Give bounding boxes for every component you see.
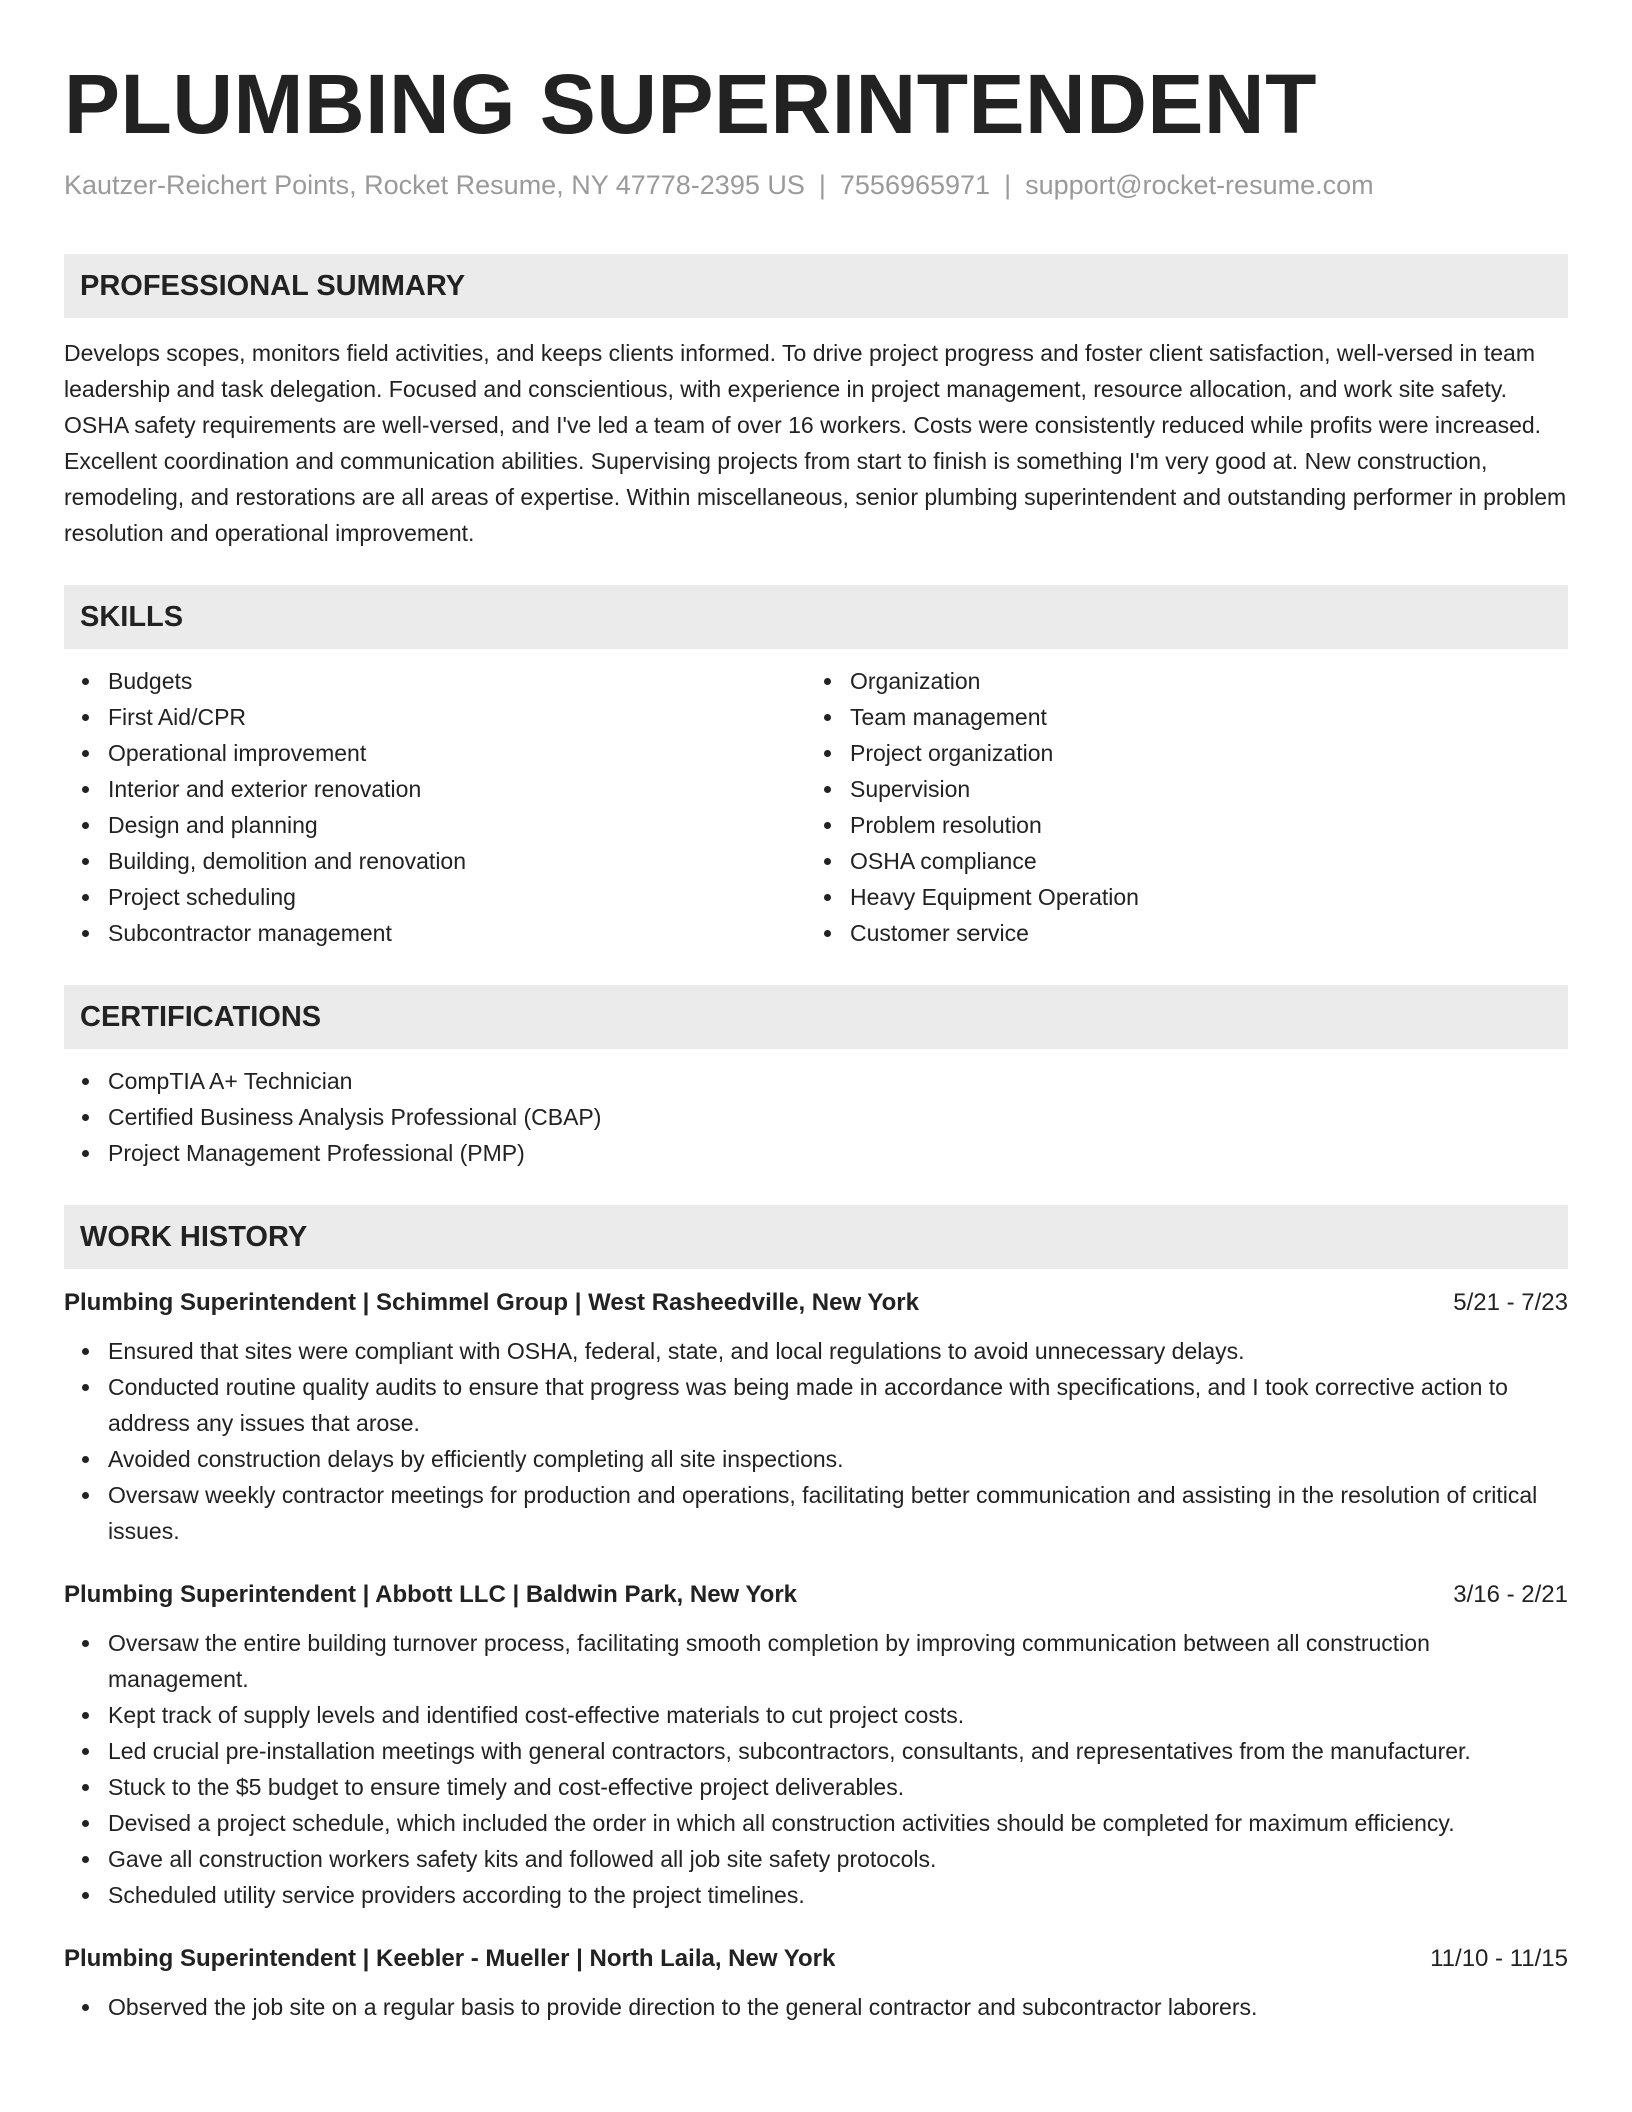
skill-item: Heavy Equipment Operation [806, 879, 1548, 915]
certification-item: Certified Business Analysis Professional (CBAP) [64, 1099, 1568, 1135]
contact-phone: 7556965971 [839, 170, 991, 200]
certification-item: Project Management Professional (PMP) [64, 1135, 1568, 1171]
skill-item: Project scheduling [64, 879, 806, 915]
contact-line [64, 168, 1568, 202]
job-title: Plumbing Superintendent | Abbott LLC | Baldwin Park, New York [64, 1581, 798, 1608]
summary-text: Develops scopes, monitors field activities, and keeps clients informed. To drive project progress and foster client satisfaction, well-versed in team leadership and task delegation. Focused and conscientious, with experience in project management, resource allocation, and work site safety. OSHA safety requirements are well-versed, and I've led a team of over 16 workers. Costs were consistently reduced while profits were increased. Excellent coordination and communication abilities. Supervising projects from start to finish is something I'm very good at. New construction, remodeling, and restorations are all areas of expertise. Within miscellaneous, senior plumbing superintendent and outstanding performer in problem resolution and operational improvement. [64, 340, 1567, 546]
skill-item: Problem resolution [806, 807, 1548, 843]
skill-item: Project organization [806, 735, 1548, 771]
job-header [64, 1579, 1568, 1611]
job-bullet: Observed the job site on a regular basis to provide direction to the general contractor and subcontractor laborers. [64, 1989, 1568, 2025]
skill-item: OSHA compliance [806, 843, 1548, 879]
job-dates: 5/21 - 7/23 [1453, 1289, 1568, 1316]
skill-item: Interior and exterior renovation [64, 771, 806, 807]
job-bullet: Oversaw weekly contractor meetings for production and operations, facilitating better communication and assisting in the resolution of critical issues. [64, 1477, 1568, 1549]
job-bullet: Kept track of supply levels and identified cost-effective materials to cut project costs. [64, 1697, 1568, 1733]
certifications-heading: CERTIFICATIONS [80, 1000, 322, 1033]
contact-separator: | [818, 170, 826, 200]
skill-item: Customer service [806, 915, 1548, 951]
job-bullet: Led crucial pre-installation meetings with general contractors, subcontractors, consultants, and representatives from the manufacturer. [64, 1733, 1568, 1769]
skill-item: First Aid/CPR [64, 699, 806, 735]
skill-item: Supervision [806, 771, 1548, 807]
job-entry [64, 1943, 1568, 2025]
job-title: Plumbing Superintendent | Keebler - Mueller | North Laila, New York [64, 1945, 836, 1972]
job-bullet: Scheduled utility service providers according to the project timelines. [64, 1877, 1568, 1913]
certification-item: CompTIA A+ Technician [64, 1063, 1568, 1099]
skill-item: Team management [806, 699, 1548, 735]
skill-item: Organization [806, 663, 1548, 699]
certifications-list [64, 1063, 1568, 1171]
skill-item: Budgets [64, 663, 806, 699]
resume-page [64, 58, 1568, 2025]
skill-item: Building, demolition and renovation [64, 843, 806, 879]
skills-grid [64, 663, 1568, 951]
contact-address: Kautzer-Reichert Points, Rocket Resume, NY 47778-2395 US [64, 170, 805, 200]
contact-separator: | [1004, 170, 1012, 200]
work-history-heading: WORK HISTORY [80, 1220, 308, 1253]
contact-email[interactable]: support@rocket-resume.com [1025, 170, 1374, 200]
skills-list-right [806, 663, 1548, 951]
skill-item: Operational improvement [64, 735, 806, 771]
summary-section-header [64, 254, 1568, 318]
job-bullets [64, 1989, 1568, 2025]
skills-list-left [64, 663, 806, 951]
job-entry [64, 1579, 1568, 1913]
skills-heading: SKILLS [80, 600, 184, 633]
job-dates: 11/10 - 11/15 [1430, 1945, 1568, 1972]
work-history-section-header [64, 1205, 1568, 1269]
job-bullets [64, 1625, 1568, 1913]
job-bullet: Gave all construction workers safety kits and followed all job site safety protocols. [64, 1841, 1568, 1877]
job-header [64, 1943, 1568, 1975]
job-bullets [64, 1333, 1568, 1549]
skill-item: Design and planning [64, 807, 806, 843]
job-bullet: Conducted routine quality audits to ensure that progress was being made in accordance with specifications, and I took corrective action to address any issues that arose. [64, 1369, 1568, 1441]
job-header [64, 1287, 1568, 1319]
summary-heading: PROFESSIONAL SUMMARY [80, 269, 466, 302]
job-bullet: Ensured that sites were compliant with OSHA, federal, state, and local regulations to avoid unnecessary delays. [64, 1333, 1568, 1369]
job-bullet: Avoided construction delays by efficiently completing all site inspections. [64, 1441, 1568, 1477]
skill-item: Subcontractor management [64, 915, 806, 951]
job-bullet: Devised a project schedule, which included the order in which all construction activities should be completed for maximum efficiency. [64, 1805, 1568, 1841]
job-bullet: Stuck to the $5 budget to ensure timely and cost-effective project deliverables. [64, 1769, 1568, 1805]
job-bullet: Oversaw the entire building turnover process, facilitating smooth completion by improving communication between all construction management. [64, 1625, 1568, 1697]
job-entry [64, 1287, 1568, 1549]
resume-name-heading: PLUMBING SUPERINTENDENT [64, 57, 1317, 151]
skills-section-header [64, 585, 1568, 649]
job-dates: 3/16 - 2/21 [1453, 1581, 1568, 1608]
certifications-section-header [64, 985, 1568, 1049]
job-title: Plumbing Superintendent | Schimmel Group | West Rasheedville, New York [64, 1289, 919, 1316]
